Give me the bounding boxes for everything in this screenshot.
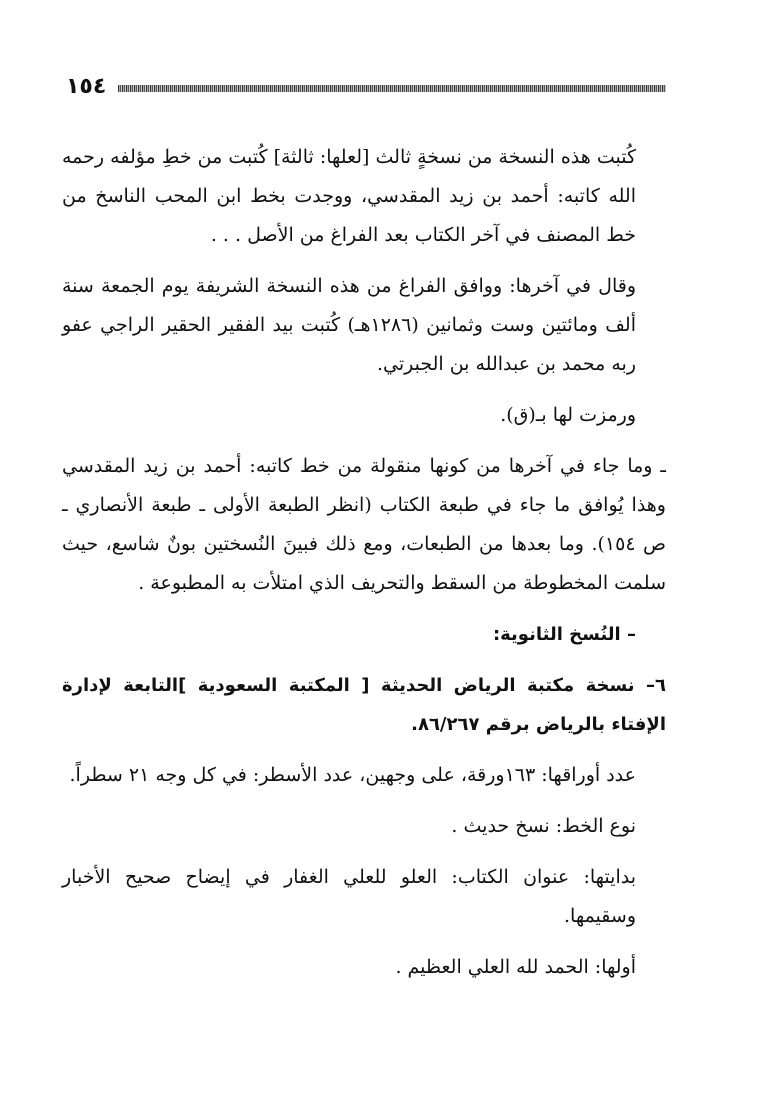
paragraph-8: أولها: الحمد لله العلي العظيم .: [395, 956, 636, 978]
section-heading: – النُسخ الثانوية:: [492, 624, 636, 645]
page-body: [62, 138, 666, 999]
page-header: [66, 72, 666, 102]
paragraph-4: ـ وما جاء في آخرها من كونها منقولة من خط كاتبه: أحمد بن زيد المقدسي وهذا يُوافق ما جاء في طبعة الكتاب (انظر الطبعة الأولى ـ طبعة الأنصاري ـ ص ١٥٤). وما بعدها من الطبعات، ومع ذلك فبينَ النُسختين بونٌ شاسع، حيث سلمت المخطوطة من السقط والتحريف الذي امتلأت به المطبوعة .: [62, 455, 666, 594]
page-number: ١٥٤: [66, 74, 107, 99]
paragraph-1: كُتبت هذه النسخة من نسخةٍ ثالث [لعلها: ثالثة] كُتبت من خطِ مؤلفه رحمه الله كاتبه: أحمد بن زيد المقدسي، ووجدت بخط ابن المحب الناسخ من خط المصنف في آخر الكتاب بعد الفراغ من الأصل . . .: [62, 146, 636, 246]
header-rule: [118, 85, 666, 92]
paragraph-6: نوع الخط: نسخ حديث .: [451, 815, 636, 837]
paragraph-7: بدايتها: عنوان الكتاب: العلو للعلي الغفار في إيضاح صحيح الأخبار وسقيمها.: [62, 866, 636, 927]
paragraph-5: عدد أوراقها: ١٦٣ورقة، على وجهين، عدد الأسطر: في كل وجه ٢١ سطراً.: [69, 764, 636, 786]
manuscript-heading: ٦– نسخة مكتبة الرياض الحديثة [ المكتبة السعودية ]التابعة لإدارة الإفتاء بالرياض برقم ٨٦/٢٦٧.: [62, 675, 666, 735]
paragraph-3: ورمزت لها بـ(ق).: [500, 404, 636, 426]
paragraph-2: وقال في آخرها: ووافق الفراغ من هذه النسخة الشريفة يوم الجمعة سنة ألف ومائتين وست وثمانين (١٢٨٦هـ) كُتبت بيد الفقير الحقير الراجي عفو ربه محمد بن عبدالله بن الجبرتي.: [62, 275, 636, 375]
